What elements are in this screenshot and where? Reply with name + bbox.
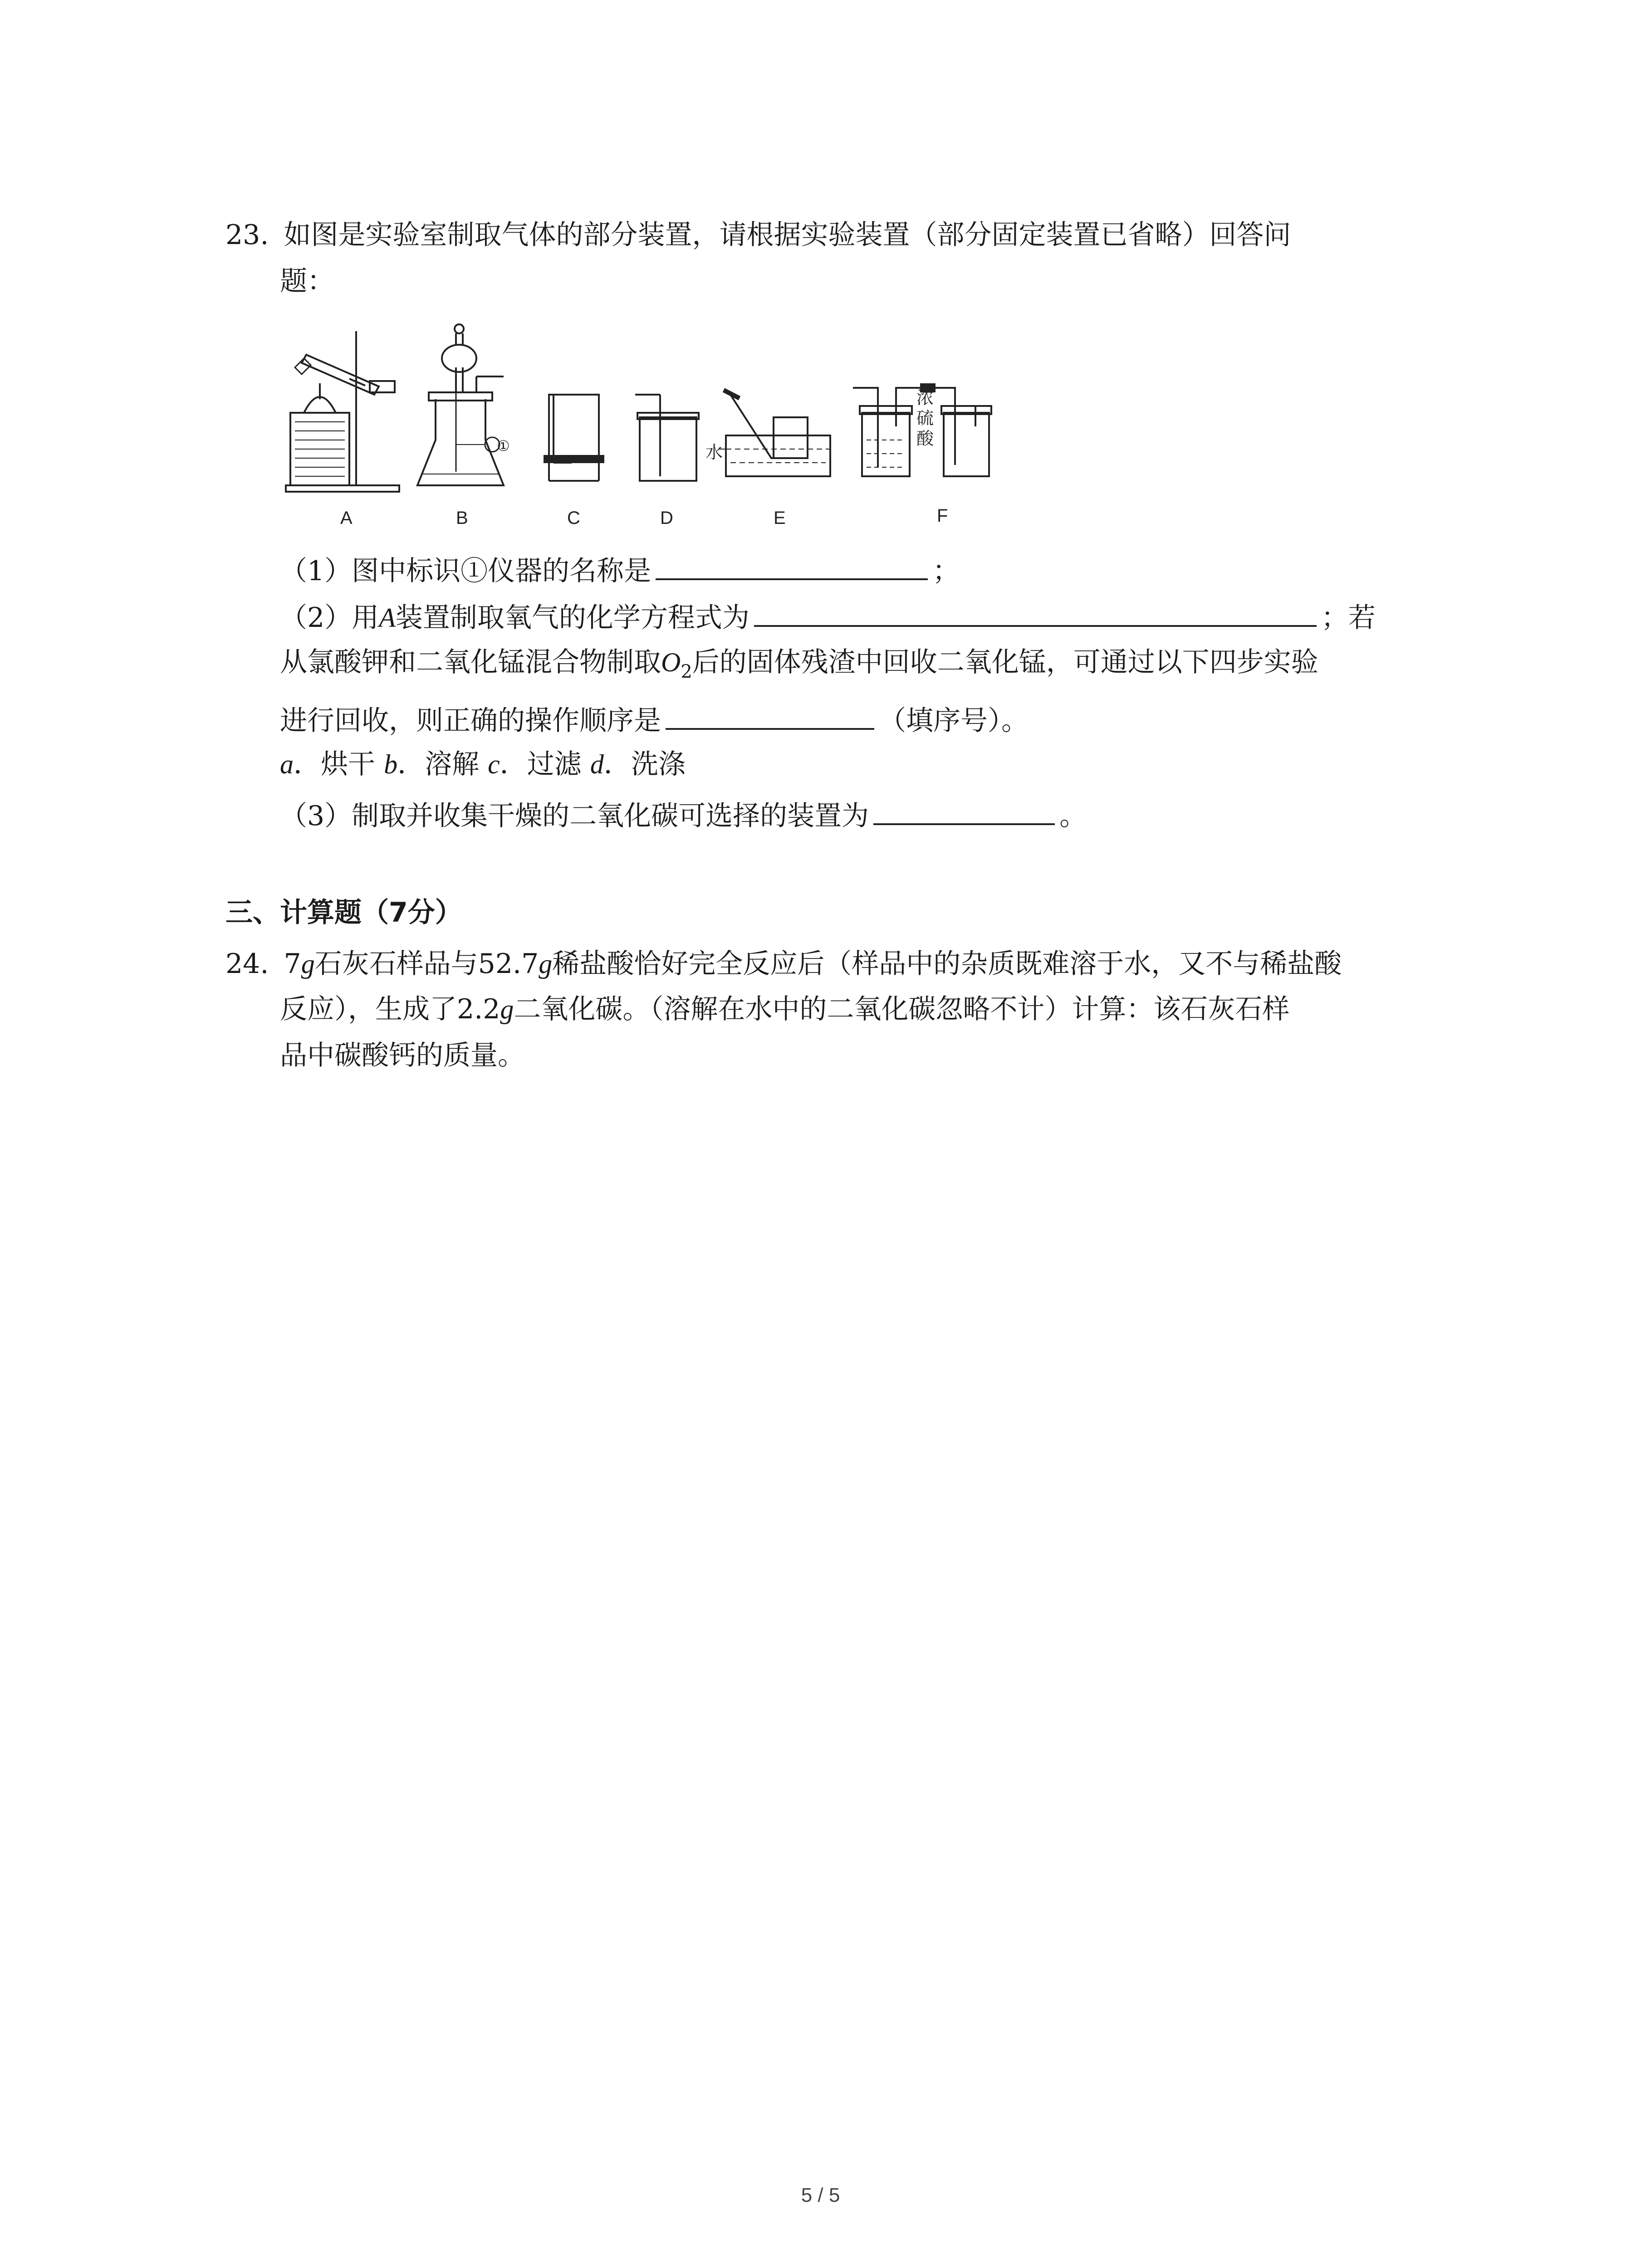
label-a: A — [340, 508, 353, 528]
apparatus-figure — [277, 308, 1039, 544]
q23-p2-l1-after: ；若 — [1321, 602, 1376, 634]
option-d-text: ．洗涤 — [603, 748, 686, 780]
q23-p3-end: 。 — [1059, 800, 1087, 832]
q23-part2-line2 — [280, 644, 1318, 690]
option-c-text: ．过滤 — [500, 748, 590, 780]
option-b-text: ．溶解 — [397, 748, 488, 780]
q24-l1-g1: g — [301, 949, 315, 979]
apparatus-a — [286, 331, 399, 492]
q23-line2 — [280, 263, 334, 299]
q23-part2-line3 — [280, 701, 1029, 739]
q23-p2-l1-before: （2）用 — [280, 602, 379, 634]
page-number: 5 / 5 — [801, 2184, 840, 2206]
section3-title — [225, 894, 462, 931]
apparatus-d — [635, 395, 699, 481]
apparatus-b — [417, 324, 504, 485]
q23-p1-text: （1）图中标识①仪器的名称是 — [280, 555, 652, 587]
q23-stem-line2: 题： — [280, 265, 334, 297]
q23-options — [280, 746, 686, 782]
q23-p2-l2-sub: 2 — [681, 661, 692, 682]
option-b-letter: b — [384, 749, 398, 779]
q24-l1-a: 7 — [284, 948, 301, 980]
q23-p2-l3-after: （填序号）。 — [879, 705, 1029, 737]
answer-blank-2[interactable] — [754, 598, 1317, 627]
label-f: F — [937, 506, 948, 526]
label-acid-1: 浓 — [916, 389, 934, 408]
q23-p2-l2-before: 从氯酸钾和二氧化锰混合物制取 — [280, 646, 661, 678]
q23-part2-line1 — [280, 598, 1376, 636]
q23-p3-text: （3）制取并收集干燥的二氧化碳可选择的装置为 — [280, 800, 869, 832]
answer-blank-3[interactable] — [666, 701, 874, 730]
label-e: E — [774, 508, 786, 528]
q23-stem-line1: 如图是实验室制取气体的部分装置，请根据实验装置（部分固定装置已省略）回答问 — [284, 219, 1291, 251]
q23-p1-end: ； — [932, 555, 960, 587]
label-acid-3: 酸 — [916, 430, 934, 449]
q24-line2 — [280, 991, 1289, 1027]
q24-l1-c: 稀盐酸恰好完全反应后（样品中的杂质既难溶于水，又不与稀盐酸 — [552, 948, 1342, 980]
option-a-letter: a — [280, 749, 294, 779]
apparatus-e — [719, 390, 830, 476]
label-acid-2: 硫 — [916, 409, 934, 428]
q24-number: 24. — [225, 948, 269, 980]
q23-p2-l1-mid: 装置制取氧气的化学方程式为 — [395, 602, 749, 634]
q23-p2-l2-after: 后的固体残渣中回收二氧化锰，可通过以下四步实验 — [692, 646, 1318, 678]
q23-line1 — [225, 217, 1291, 253]
q23-number: 23. — [225, 219, 269, 251]
label-b: B — [456, 508, 468, 528]
q24-l1-g2: g — [539, 949, 553, 979]
label-water: 水 — [705, 443, 723, 462]
option-d-letter: d — [590, 749, 604, 779]
answer-blank-1[interactable] — [656, 551, 928, 580]
option-a-text: ．烘干 — [294, 748, 384, 780]
option-c-letter: c — [488, 749, 500, 779]
q24-l2-b: 二氧化碳。（溶解在水中的二氧化碳忽略不计）计算：该石灰石样 — [514, 993, 1290, 1025]
q24-l1-b: 石灰石样品与52.7 — [314, 948, 539, 980]
q24-l2-g: g — [500, 994, 514, 1024]
q23-part1 — [280, 551, 960, 589]
q23-part3 — [280, 796, 1087, 834]
label-d: D — [660, 508, 673, 528]
q24-line1 — [225, 946, 1342, 982]
label-circle-1: ① — [497, 438, 510, 454]
answer-blank-4[interactable] — [873, 796, 1055, 825]
q23-p2-l2-o: O — [661, 647, 681, 677]
q24-l2-a: 反应），生成了2.2 — [280, 993, 500, 1025]
q24-line3 — [280, 1037, 525, 1074]
q23-p2-l3-before: 进行回收，则正确的操作顺序是 — [280, 705, 661, 737]
apparatus-c — [544, 395, 603, 481]
q24-l3: 品中碳酸钙的质量。 — [280, 1040, 525, 1071]
q23-p2-l1-a: A — [379, 603, 396, 633]
section3-title-text: 三、计算题（7分） — [225, 897, 462, 929]
label-c: C — [567, 508, 580, 528]
